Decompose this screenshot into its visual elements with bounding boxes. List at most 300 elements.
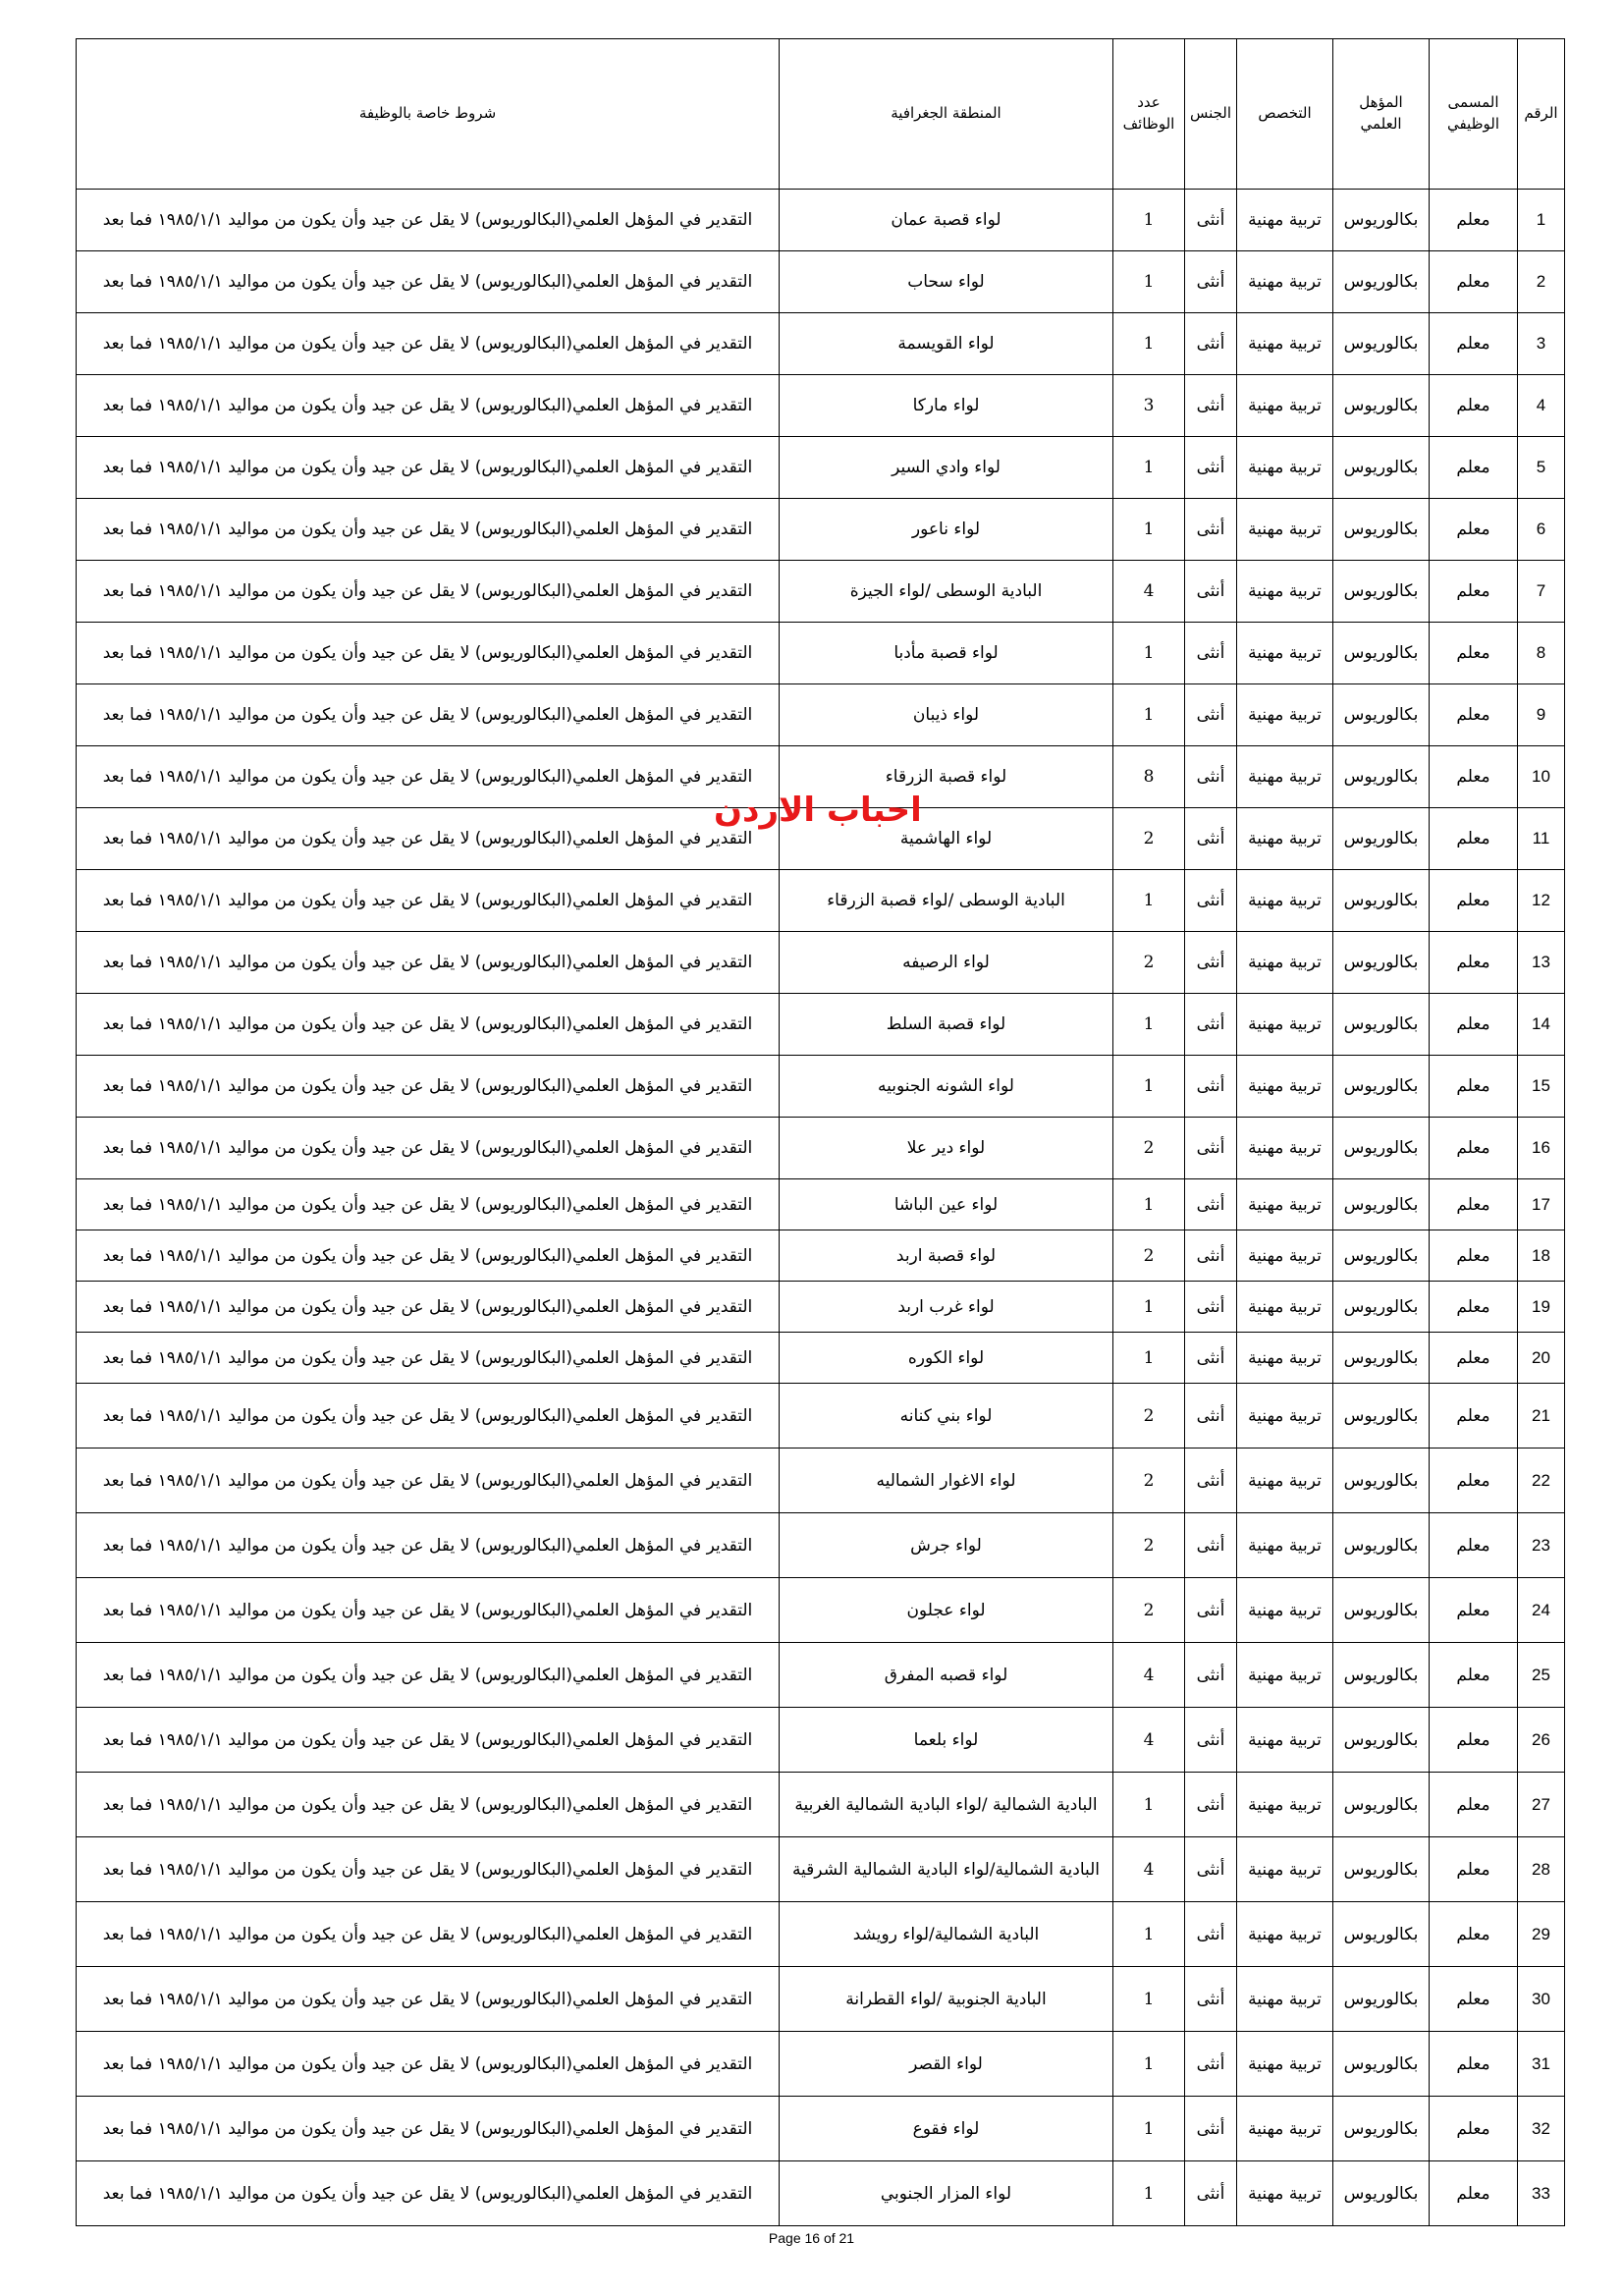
cell-title: معلم — [1430, 808, 1518, 870]
cell-region: لواء عجلون — [780, 1578, 1113, 1643]
cell-qualification: بكالوريوس — [1333, 375, 1430, 437]
table-row — [77, 932, 1565, 994]
cell-num: 28 — [1518, 1837, 1565, 1902]
cell-gender: أنثى — [1185, 1578, 1237, 1643]
cell-gender: أنثى — [1185, 2097, 1237, 2161]
cell-title: معلم — [1430, 1118, 1518, 1179]
cell-title: معلم — [1430, 1578, 1518, 1643]
cell-count: 4 — [1113, 1708, 1185, 1773]
cell-num: 29 — [1518, 1902, 1565, 1967]
cell-specialization: تربية مهنية — [1237, 1333, 1333, 1384]
cell-qualification: بكالوريوس — [1333, 1513, 1430, 1578]
cell-qualification: بكالوريوس — [1333, 870, 1430, 932]
cell-conditions: التقدير في المؤهل العلمي(البكالوريوس) لا يقل عن جيد وأن يكون من مواليد ١٩٨٥/١/١ فما بعد — [77, 190, 780, 251]
cell-title: معلم — [1430, 1837, 1518, 1902]
cell-region: لواء قصبة مأدبا — [780, 623, 1113, 684]
cell-specialization: تربية مهنية — [1237, 1179, 1333, 1230]
cell-gender: أنثى — [1185, 499, 1237, 561]
cell-region: لواء سحاب — [780, 251, 1113, 313]
cell-gender: أنثى — [1185, 1179, 1237, 1230]
cell-gender: أنثى — [1185, 1118, 1237, 1179]
cell-title: معلم — [1430, 1384, 1518, 1449]
cell-specialization: تربية مهنية — [1237, 1056, 1333, 1118]
cell-conditions: التقدير في المؤهل العلمي(البكالوريوس) لا يقل عن جيد وأن يكون من مواليد ١٩٨٥/١/١ فما بعد — [77, 1708, 780, 1773]
cell-count: 1 — [1113, 2097, 1185, 2161]
cell-gender: أنثى — [1185, 1643, 1237, 1708]
cell-specialization: تربية مهنية — [1237, 1230, 1333, 1282]
cell-specialization: تربية مهنية — [1237, 437, 1333, 499]
cell-title: معلم — [1430, 2032, 1518, 2097]
cell-qualification: بكالوريوس — [1333, 1773, 1430, 1837]
table-row — [77, 1230, 1565, 1282]
cell-gender: أنثى — [1185, 251, 1237, 313]
cell-count: 1 — [1113, 623, 1185, 684]
cell-specialization: تربية مهنية — [1237, 1643, 1333, 1708]
table-row — [77, 1643, 1565, 1708]
cell-conditions: التقدير في المؤهل العلمي(البكالوريوس) لا يقل عن جيد وأن يكون من مواليد ١٩٨٥/١/١ فما بعد — [77, 994, 780, 1056]
cell-region: لواء القصر — [780, 2032, 1113, 2097]
cell-conditions: التقدير في المؤهل العلمي(البكالوريوس) لا يقل عن جيد وأن يكون من مواليد ١٩٨٥/١/١ فما بعد — [77, 623, 780, 684]
cell-region: البادية الوسطى /لواء الجيزة — [780, 561, 1113, 623]
cell-gender: أنثى — [1185, 994, 1237, 1056]
cell-conditions: التقدير في المؤهل العلمي(البكالوريوس) لا يقل عن جيد وأن يكون من مواليد ١٩٨٥/١/١ فما بعد — [77, 2032, 780, 2097]
cell-specialization: تربية مهنية — [1237, 251, 1333, 313]
cell-num: 1 — [1518, 190, 1565, 251]
cell-count: 1 — [1113, 684, 1185, 746]
cell-count: 1 — [1113, 313, 1185, 375]
cell-title: معلم — [1430, 2097, 1518, 2161]
cell-region: لواء قصبة عمان — [780, 190, 1113, 251]
cell-qualification: بكالوريوس — [1333, 1118, 1430, 1179]
table-row — [77, 1773, 1565, 1837]
cell-specialization: تربية مهنية — [1237, 1513, 1333, 1578]
cell-qualification: بكالوريوس — [1333, 1902, 1430, 1967]
cell-gender: أنثى — [1185, 1513, 1237, 1578]
cell-num: 9 — [1518, 684, 1565, 746]
cell-region: لواء الكوره — [780, 1333, 1113, 1384]
cell-num: 21 — [1518, 1384, 1565, 1449]
cell-count: 1 — [1113, 499, 1185, 561]
table-row — [77, 2097, 1565, 2161]
header-qualification: المؤهل العلمي — [1333, 39, 1430, 190]
cell-count: 2 — [1113, 1384, 1185, 1449]
cell-qualification: بكالوريوس — [1333, 437, 1430, 499]
table-row — [77, 994, 1565, 1056]
cell-region: لواء دير علا — [780, 1118, 1113, 1179]
cell-count: 1 — [1113, 870, 1185, 932]
table-row — [77, 1837, 1565, 1902]
cell-count: 1 — [1113, 1967, 1185, 2032]
cell-title: معلم — [1430, 1282, 1518, 1333]
cell-qualification: بكالوريوس — [1333, 1230, 1430, 1282]
cell-title: معلم — [1430, 1643, 1518, 1708]
cell-num: 16 — [1518, 1118, 1565, 1179]
cell-gender: أنثى — [1185, 313, 1237, 375]
cell-qualification: بكالوريوس — [1333, 1282, 1430, 1333]
cell-count: 2 — [1113, 1513, 1185, 1578]
cell-specialization: تربية مهنية — [1237, 1118, 1333, 1179]
cell-count: 1 — [1113, 994, 1185, 1056]
cell-num: 7 — [1518, 561, 1565, 623]
cell-qualification: بكالوريوس — [1333, 313, 1430, 375]
header-specialization: التخصص — [1237, 39, 1333, 190]
cell-conditions: التقدير في المؤهل العلمي(البكالوريوس) لا يقل عن جيد وأن يكون من مواليد ١٩٨٥/١/١ فما بعد — [77, 1118, 780, 1179]
cell-gender: أنثى — [1185, 684, 1237, 746]
cell-qualification: بكالوريوس — [1333, 2161, 1430, 2226]
cell-specialization: تربية مهنية — [1237, 1967, 1333, 2032]
cell-qualification: بكالوريوس — [1333, 808, 1430, 870]
cell-count: 4 — [1113, 1643, 1185, 1708]
table-row — [77, 313, 1565, 375]
cell-count: 1 — [1113, 1179, 1185, 1230]
cell-count: 1 — [1113, 1056, 1185, 1118]
cell-count: 1 — [1113, 2032, 1185, 2097]
table-row — [77, 684, 1565, 746]
cell-conditions: التقدير في المؤهل العلمي(البكالوريوس) لا يقل عن جيد وأن يكون من مواليد ١٩٨٥/١/١ فما بعد — [77, 1837, 780, 1902]
cell-region: لواء بلعما — [780, 1708, 1113, 1773]
cell-region: لواء عين الباشا — [780, 1179, 1113, 1230]
cell-count: 2 — [1113, 1578, 1185, 1643]
cell-region: لواء الرصيفه — [780, 932, 1113, 994]
cell-num: 2 — [1518, 251, 1565, 313]
table-row — [77, 1179, 1565, 1230]
cell-conditions: التقدير في المؤهل العلمي(البكالوريوس) لا يقل عن جيد وأن يكون من مواليد ١٩٨٥/١/١ فما بعد — [77, 437, 780, 499]
header-num: الرقم — [1518, 39, 1565, 190]
cell-count: 2 — [1113, 1118, 1185, 1179]
table-row — [77, 561, 1565, 623]
cell-title: معلم — [1430, 1513, 1518, 1578]
cell-title: معلم — [1430, 1708, 1518, 1773]
table-row — [77, 1056, 1565, 1118]
cell-region: لواء القويسمة — [780, 313, 1113, 375]
cell-region: لواء قصبة السلط — [780, 994, 1113, 1056]
cell-qualification: بكالوريوس — [1333, 746, 1430, 808]
cell-specialization: تربية مهنية — [1237, 375, 1333, 437]
cell-num: 3 — [1518, 313, 1565, 375]
cell-count: 1 — [1113, 437, 1185, 499]
table-row — [77, 437, 1565, 499]
cell-gender: أنثى — [1185, 1773, 1237, 1837]
cell-specialization: تربية مهنية — [1237, 994, 1333, 1056]
cell-num: 19 — [1518, 1282, 1565, 1333]
header-conditions: شروط خاصة بالوظيفة — [77, 39, 780, 190]
cell-specialization: تربية مهنية — [1237, 561, 1333, 623]
cell-num: 27 — [1518, 1773, 1565, 1837]
cell-title: معلم — [1430, 994, 1518, 1056]
cell-num: 12 — [1518, 870, 1565, 932]
cell-gender: أنثى — [1185, 1282, 1237, 1333]
cell-conditions: التقدير في المؤهل العلمي(البكالوريوس) لا يقل عن جيد وأن يكون من مواليد ١٩٨٥/١/١ فما بعد — [77, 746, 780, 808]
cell-title: معلم — [1430, 1333, 1518, 1384]
table-row — [77, 870, 1565, 932]
cell-conditions: التقدير في المؤهل العلمي(البكالوريوس) لا يقل عن جيد وأن يكون من مواليد ١٩٨٥/١/١ فما بعد — [77, 870, 780, 932]
cell-region: لواء غرب اربد — [780, 1282, 1113, 1333]
cell-specialization: تربية مهنية — [1237, 1773, 1333, 1837]
cell-region: لواء قصبه المفرق — [780, 1643, 1113, 1708]
cell-num: 20 — [1518, 1333, 1565, 1384]
header-count: عدد الوظائف — [1113, 39, 1185, 190]
cell-count: 2 — [1113, 1449, 1185, 1513]
cell-gender: أنثى — [1185, 2161, 1237, 2226]
table-row — [77, 1902, 1565, 1967]
cell-qualification: بكالوريوس — [1333, 684, 1430, 746]
cell-region: البادية الشمالية/لواء البادية الشمالية الشرقية — [780, 1837, 1113, 1902]
cell-conditions: التقدير في المؤهل العلمي(البكالوريوس) لا يقل عن جيد وأن يكون من مواليد ١٩٨٥/١/١ فما بعد — [77, 313, 780, 375]
cell-gender: أنثى — [1185, 2032, 1237, 2097]
page-footer: Page 16 of 21 — [768, 2230, 855, 2246]
cell-num: 14 — [1518, 994, 1565, 1056]
cell-qualification: بكالوريوس — [1333, 251, 1430, 313]
cell-region: البادية الوسطى /لواء قصبة الزرقاء — [780, 870, 1113, 932]
cell-qualification: بكالوريوس — [1333, 1384, 1430, 1449]
cell-qualification: بكالوريوس — [1333, 190, 1430, 251]
cell-specialization: تربية مهنية — [1237, 499, 1333, 561]
cell-count: 2 — [1113, 808, 1185, 870]
table-row — [77, 2032, 1565, 2097]
cell-gender: أنثى — [1185, 746, 1237, 808]
cell-specialization: تربية مهنية — [1237, 1837, 1333, 1902]
table-body — [77, 190, 1565, 2226]
cell-num: 15 — [1518, 1056, 1565, 1118]
cell-conditions: التقدير في المؤهل العلمي(البكالوريوس) لا يقل عن جيد وأن يكون من مواليد ١٩٨٥/١/١ فما بعد — [77, 2097, 780, 2161]
cell-specialization: تربية مهنية — [1237, 808, 1333, 870]
cell-specialization: تربية مهنية — [1237, 2161, 1333, 2226]
cell-conditions: التقدير في المؤهل العلمي(البكالوريوس) لا يقل عن جيد وأن يكون من مواليد ١٩٨٥/١/١ فما بعد — [77, 1333, 780, 1384]
cell-region: البادية الجنوبية /لواء القطرانة — [780, 1967, 1113, 2032]
table-row — [77, 190, 1565, 251]
cell-specialization: تربية مهنية — [1237, 1902, 1333, 1967]
cell-title: معلم — [1430, 437, 1518, 499]
header-gender: الجنس — [1185, 39, 1237, 190]
cell-gender: أنثى — [1185, 1449, 1237, 1513]
cell-qualification: بكالوريوس — [1333, 1179, 1430, 1230]
cell-count: 2 — [1113, 1230, 1185, 1282]
cell-region: لواء الاغوار الشماليه — [780, 1449, 1113, 1513]
table-row — [77, 1708, 1565, 1773]
cell-region: لواء قصبة اربد — [780, 1230, 1113, 1282]
cell-title: معلم — [1430, 1179, 1518, 1230]
cell-num: 11 — [1518, 808, 1565, 870]
cell-gender: أنثى — [1185, 375, 1237, 437]
cell-title: معلم — [1430, 251, 1518, 313]
cell-specialization: تربية مهنية — [1237, 1578, 1333, 1643]
cell-gender: أنثى — [1185, 808, 1237, 870]
cell-count: 1 — [1113, 2161, 1185, 2226]
cell-qualification: بكالوريوس — [1333, 623, 1430, 684]
cell-conditions: التقدير في المؤهل العلمي(البكالوريوس) لا يقل عن جيد وأن يكون من مواليد ١٩٨٥/١/١ فما بعد — [77, 1384, 780, 1449]
cell-qualification: بكالوريوس — [1333, 1333, 1430, 1384]
cell-count: 4 — [1113, 561, 1185, 623]
cell-count: 3 — [1113, 375, 1185, 437]
cell-qualification: بكالوريوس — [1333, 1643, 1430, 1708]
cell-gender: أنثى — [1185, 870, 1237, 932]
cell-count: 1 — [1113, 1282, 1185, 1333]
table-row — [77, 1384, 1565, 1449]
cell-region: لواء ماركا — [780, 375, 1113, 437]
cell-region: لواء وادي السير — [780, 437, 1113, 499]
table-row — [77, 1513, 1565, 1578]
cell-title: معلم — [1430, 746, 1518, 808]
cell-specialization: تربية مهنية — [1237, 1282, 1333, 1333]
cell-count: 1 — [1113, 190, 1185, 251]
cell-count: 1 — [1113, 251, 1185, 313]
cell-title: معلم — [1430, 1449, 1518, 1513]
cell-count: 8 — [1113, 746, 1185, 808]
cell-region: لواء المزار الجنوبي — [780, 2161, 1113, 2226]
cell-qualification: بكالوريوس — [1333, 1708, 1430, 1773]
watermark-text: احباب الاردن — [714, 791, 922, 830]
cell-num: 26 — [1518, 1708, 1565, 1773]
cell-title: معلم — [1430, 561, 1518, 623]
cell-conditions: التقدير في المؤهل العلمي(البكالوريوس) لا يقل عن جيد وأن يكون من مواليد ١٩٨٥/١/١ فما بعد — [77, 561, 780, 623]
cell-qualification: بكالوريوس — [1333, 1837, 1430, 1902]
cell-title: معلم — [1430, 870, 1518, 932]
table-row — [77, 623, 1565, 684]
cell-num: 24 — [1518, 1578, 1565, 1643]
cell-gender: أنثى — [1185, 561, 1237, 623]
cell-num: 6 — [1518, 499, 1565, 561]
cell-specialization: تربية مهنية — [1237, 746, 1333, 808]
cell-specialization: تربية مهنية — [1237, 1708, 1333, 1773]
cell-specialization: تربية مهنية — [1237, 2032, 1333, 2097]
cell-gender: أنثى — [1185, 932, 1237, 994]
cell-region: لواء جرش — [780, 1513, 1113, 1578]
cell-specialization: تربية مهنية — [1237, 684, 1333, 746]
cell-conditions: التقدير في المؤهل العلمي(البكالوريوس) لا يقل عن جيد وأن يكون من مواليد ١٩٨٥/١/١ فما بعد — [77, 1230, 780, 1282]
cell-conditions: التقدير في المؤهل العلمي(البكالوريوس) لا يقل عن جيد وأن يكون من مواليد ١٩٨٥/١/١ فما بعد — [77, 1773, 780, 1837]
cell-region: البادية الشمالية /لواء البادية الشمالية الغربية — [780, 1773, 1113, 1837]
cell-title: معلم — [1430, 684, 1518, 746]
cell-specialization: تربية مهنية — [1237, 190, 1333, 251]
cell-gender: أنثى — [1185, 1967, 1237, 2032]
cell-qualification: بكالوريوس — [1333, 932, 1430, 994]
header-region: المنطقة الجغرافية — [780, 39, 1113, 190]
cell-num: 8 — [1518, 623, 1565, 684]
cell-num: 4 — [1518, 375, 1565, 437]
cell-num: 22 — [1518, 1449, 1565, 1513]
table-row — [77, 2161, 1565, 2226]
cell-conditions: التقدير في المؤهل العلمي(البكالوريوس) لا يقل عن جيد وأن يكون من مواليد ١٩٨٥/١/١ فما بعد — [77, 1643, 780, 1708]
cell-qualification: بكالوريوس — [1333, 1967, 1430, 2032]
cell-qualification: بكالوريوس — [1333, 1578, 1430, 1643]
cell-gender: أنثى — [1185, 190, 1237, 251]
cell-conditions: التقدير في المؤهل العلمي(البكالوريوس) لا يقل عن جيد وأن يكون من مواليد ١٩٨٥/١/١ فما بعد — [77, 1179, 780, 1230]
cell-region: لواء ذيبان — [780, 684, 1113, 746]
cell-title: معلم — [1430, 190, 1518, 251]
cell-num: 13 — [1518, 932, 1565, 994]
cell-gender: أنثى — [1185, 1230, 1237, 1282]
cell-title: معلم — [1430, 1056, 1518, 1118]
cell-specialization: تربية مهنية — [1237, 1449, 1333, 1513]
cell-title: معلم — [1430, 1230, 1518, 1282]
cell-title: معلم — [1430, 499, 1518, 561]
cell-region: لواء قصبة الزرقاء — [780, 746, 1113, 808]
cell-title: معلم — [1430, 1902, 1518, 1967]
cell-region: لواء الشونه الجنوبيه — [780, 1056, 1113, 1118]
cell-gender: أنثى — [1185, 1837, 1237, 1902]
cell-conditions: التقدير في المؤهل العلمي(البكالوريوس) لا يقل عن جيد وأن يكون من مواليد ١٩٨٥/١/١ فما بعد — [77, 1449, 780, 1513]
cell-num: 25 — [1518, 1643, 1565, 1708]
cell-specialization: تربية مهنية — [1237, 932, 1333, 994]
cell-specialization: تربية مهنية — [1237, 2097, 1333, 2161]
cell-region: لواء فقوع — [780, 2097, 1113, 2161]
cell-title: معلم — [1430, 313, 1518, 375]
cell-region: لواء الهاشمية — [780, 808, 1113, 870]
cell-title: معلم — [1430, 375, 1518, 437]
table-row — [77, 1967, 1565, 2032]
cell-conditions: التقدير في المؤهل العلمي(البكالوريوس) لا يقل عن جيد وأن يكون من مواليد ١٩٨٥/١/١ فما بعد — [77, 499, 780, 561]
cell-num: 10 — [1518, 746, 1565, 808]
table-row — [77, 1118, 1565, 1179]
cell-conditions: التقدير في المؤهل العلمي(البكالوريوس) لا يقل عن جيد وأن يكون من مواليد ١٩٨٥/١/١ فما بعد — [77, 808, 780, 870]
cell-conditions: التقدير في المؤهل العلمي(البكالوريوس) لا يقل عن جيد وأن يكون من مواليد ١٩٨٥/١/١ فما بعد — [77, 1513, 780, 1578]
cell-title: معلم — [1430, 2161, 1518, 2226]
cell-qualification: بكالوريوس — [1333, 2097, 1430, 2161]
cell-specialization: تربية مهنية — [1237, 870, 1333, 932]
cell-gender: أنثى — [1185, 1333, 1237, 1384]
cell-region: لواء ناعور — [780, 499, 1113, 561]
cell-num: 33 — [1518, 2161, 1565, 2226]
cell-region: لواء بني كنانه — [780, 1384, 1113, 1449]
cell-specialization: تربية مهنية — [1237, 1384, 1333, 1449]
table-row — [77, 1282, 1565, 1333]
table-row — [77, 251, 1565, 313]
cell-gender: أنثى — [1185, 1902, 1237, 1967]
cell-conditions: التقدير في المؤهل العلمي(البكالوريوس) لا يقل عن جيد وأن يكون من مواليد ١٩٨٥/١/١ فما بعد — [77, 1282, 780, 1333]
cell-num: 32 — [1518, 2097, 1565, 2161]
cell-gender: أنثى — [1185, 1708, 1237, 1773]
cell-title: معلم — [1430, 932, 1518, 994]
cell-conditions: التقدير في المؤهل العلمي(البكالوريوس) لا يقل عن جيد وأن يكون من مواليد ١٩٨٥/١/١ فما بعد — [77, 375, 780, 437]
cell-gender: أنثى — [1185, 1056, 1237, 1118]
cell-gender: أنثى — [1185, 1384, 1237, 1449]
cell-conditions: التقدير في المؤهل العلمي(البكالوريوس) لا يقل عن جيد وأن يكون من مواليد ١٩٨٥/١/١ فما بعد — [77, 1578, 780, 1643]
table-row — [77, 1449, 1565, 1513]
cell-conditions: التقدير في المؤهل العلمي(البكالوريوس) لا يقل عن جيد وأن يكون من مواليد ١٩٨٥/١/١ فما بعد — [77, 2161, 780, 2226]
table-header-row — [77, 39, 1565, 190]
cell-conditions: التقدير في المؤهل العلمي(البكالوريوس) لا يقل عن جيد وأن يكون من مواليد ١٩٨٥/١/١ فما بعد — [77, 684, 780, 746]
cell-num: 5 — [1518, 437, 1565, 499]
cell-num: 31 — [1518, 2032, 1565, 2097]
cell-count: 1 — [1113, 1773, 1185, 1837]
cell-num: 30 — [1518, 1967, 1565, 2032]
cell-num: 23 — [1518, 1513, 1565, 1578]
header-title: المسمى الوظيفي — [1430, 39, 1518, 190]
cell-gender: أنثى — [1185, 437, 1237, 499]
cell-conditions: التقدير في المؤهل العلمي(البكالوريوس) لا يقل عن جيد وأن يكون من مواليد ١٩٨٥/١/١ فما بعد — [77, 932, 780, 994]
cell-num: 18 — [1518, 1230, 1565, 1282]
cell-title: معلم — [1430, 1967, 1518, 2032]
table-row — [77, 1333, 1565, 1384]
cell-title: معلم — [1430, 623, 1518, 684]
cell-qualification: بكالوريوس — [1333, 499, 1430, 561]
cell-conditions: التقدير في المؤهل العلمي(البكالوريوس) لا يقل عن جيد وأن يكون من مواليد ١٩٨٥/١/١ فما بعد — [77, 1902, 780, 1967]
cell-gender: أنثى — [1185, 623, 1237, 684]
cell-conditions: التقدير في المؤهل العلمي(البكالوريوس) لا يقل عن جيد وأن يكون من مواليد ١٩٨٥/١/١ فما بعد — [77, 1056, 780, 1118]
cell-specialization: تربية مهنية — [1237, 313, 1333, 375]
cell-qualification: بكالوريوس — [1333, 1449, 1430, 1513]
cell-title: معلم — [1430, 1773, 1518, 1837]
cell-count: 4 — [1113, 1837, 1185, 1902]
cell-count: 1 — [1113, 1902, 1185, 1967]
cell-conditions: التقدير في المؤهل العلمي(البكالوريوس) لا يقل عن جيد وأن يكون من مواليد ١٩٨٥/١/١ فما بعد — [77, 251, 780, 313]
cell-conditions: التقدير في المؤهل العلمي(البكالوريوس) لا يقل عن جيد وأن يكون من مواليد ١٩٨٥/١/١ فما بعد — [77, 1967, 780, 2032]
cell-qualification: بكالوريوس — [1333, 2032, 1430, 2097]
cell-qualification: بكالوريوس — [1333, 1056, 1430, 1118]
table-row — [77, 375, 1565, 437]
cell-qualification: بكالوريوس — [1333, 561, 1430, 623]
cell-count: 1 — [1113, 1333, 1185, 1384]
